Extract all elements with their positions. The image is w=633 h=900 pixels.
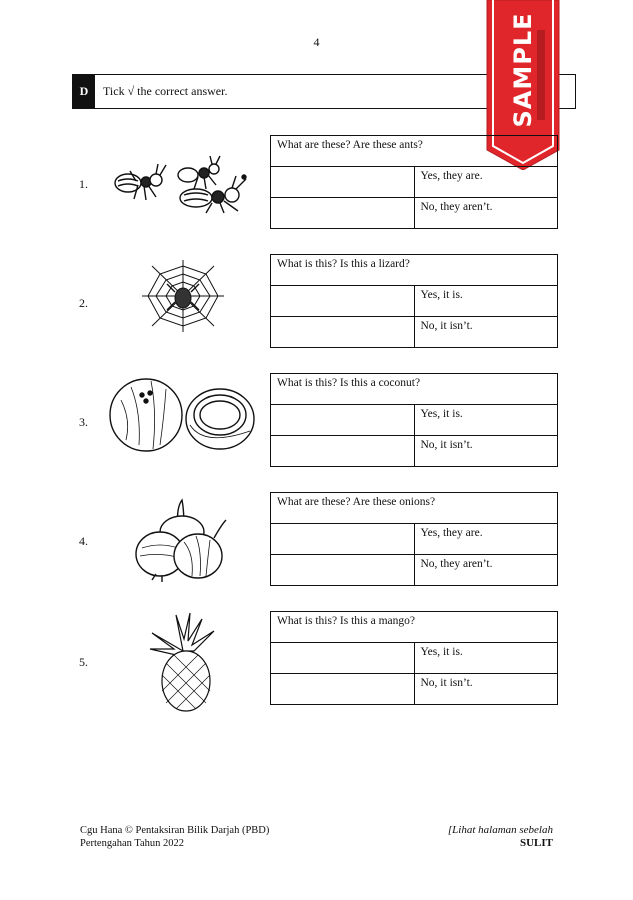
footer-copyright: Cgu Hana © Pentaksiran Bilik Darjah (PBD) [80, 825, 270, 836]
tick-box-no[interactable] [271, 555, 415, 586]
answer-table [270, 373, 558, 467]
ants-icon [108, 153, 258, 215]
option-yes: Yes, it is. [414, 405, 558, 436]
question-number: 1. [79, 177, 88, 191]
question-1 [0, 135, 633, 235]
question-number: 3. [79, 415, 88, 429]
question-text: What are these? Are these ants? [271, 136, 558, 167]
sample-text: SAMPLE [509, 12, 537, 128]
tick-box-yes[interactable] [271, 167, 415, 198]
question-number: 5. [79, 655, 88, 669]
tick-box-no[interactable] [271, 317, 415, 348]
section-instruction: Tick √ the correct answer. [103, 84, 228, 98]
footer-left [80, 824, 269, 850]
pineapple-icon [146, 611, 220, 713]
tick-box-yes[interactable] [271, 643, 415, 674]
question-number: 4. [79, 534, 88, 548]
answer-table [270, 254, 558, 348]
option-no: No, they aren’t. [414, 555, 558, 586]
option-yes: Yes, they are. [414, 167, 558, 198]
question-text: What is this? Is this a mango? [271, 612, 558, 643]
answer-table [270, 135, 558, 229]
tick-box-no[interactable] [271, 436, 415, 467]
question-4 [0, 492, 633, 592]
answer-table [270, 611, 558, 705]
question-number: 2. [79, 296, 88, 310]
tick-box-yes[interactable] [271, 524, 415, 555]
tick-box-no[interactable] [271, 674, 415, 705]
option-no: No, it isn’t. [414, 674, 558, 705]
answer-table [270, 492, 558, 586]
footer-term: Pertengahan Tahun 2022 [80, 838, 185, 849]
option-yes: Yes, it is. [414, 643, 558, 674]
footer-right [448, 824, 553, 850]
option-yes: Yes, it is. [414, 286, 558, 317]
question-2 [0, 254, 633, 354]
question-text: What is this? Is this a coconut? [271, 374, 558, 405]
tick-box-yes[interactable] [271, 405, 415, 436]
footer-next-page: [Lihat halaman sebelah [447, 824, 553, 836]
question-5 [0, 611, 633, 711]
footer-classification: SULIT [519, 837, 553, 849]
page-number: 4 [313, 35, 320, 49]
tick-box-yes[interactable] [271, 286, 415, 317]
question-text: What is this? Is this a lizard? [271, 255, 558, 286]
option-yes: Yes, they are. [414, 524, 558, 555]
option-no: No, it isn’t. [414, 436, 558, 467]
question-3 [0, 373, 633, 473]
option-no: No, it isn’t. [414, 317, 558, 348]
section-letter: D [73, 75, 95, 108]
onions-icon [134, 498, 230, 582]
question-text: What are these? Are these onions? [271, 493, 558, 524]
option-no: No, they aren’t. [414, 198, 558, 229]
spider-web-icon [138, 256, 228, 336]
coconut-icon [106, 375, 256, 455]
tick-box-no[interactable] [271, 198, 415, 229]
